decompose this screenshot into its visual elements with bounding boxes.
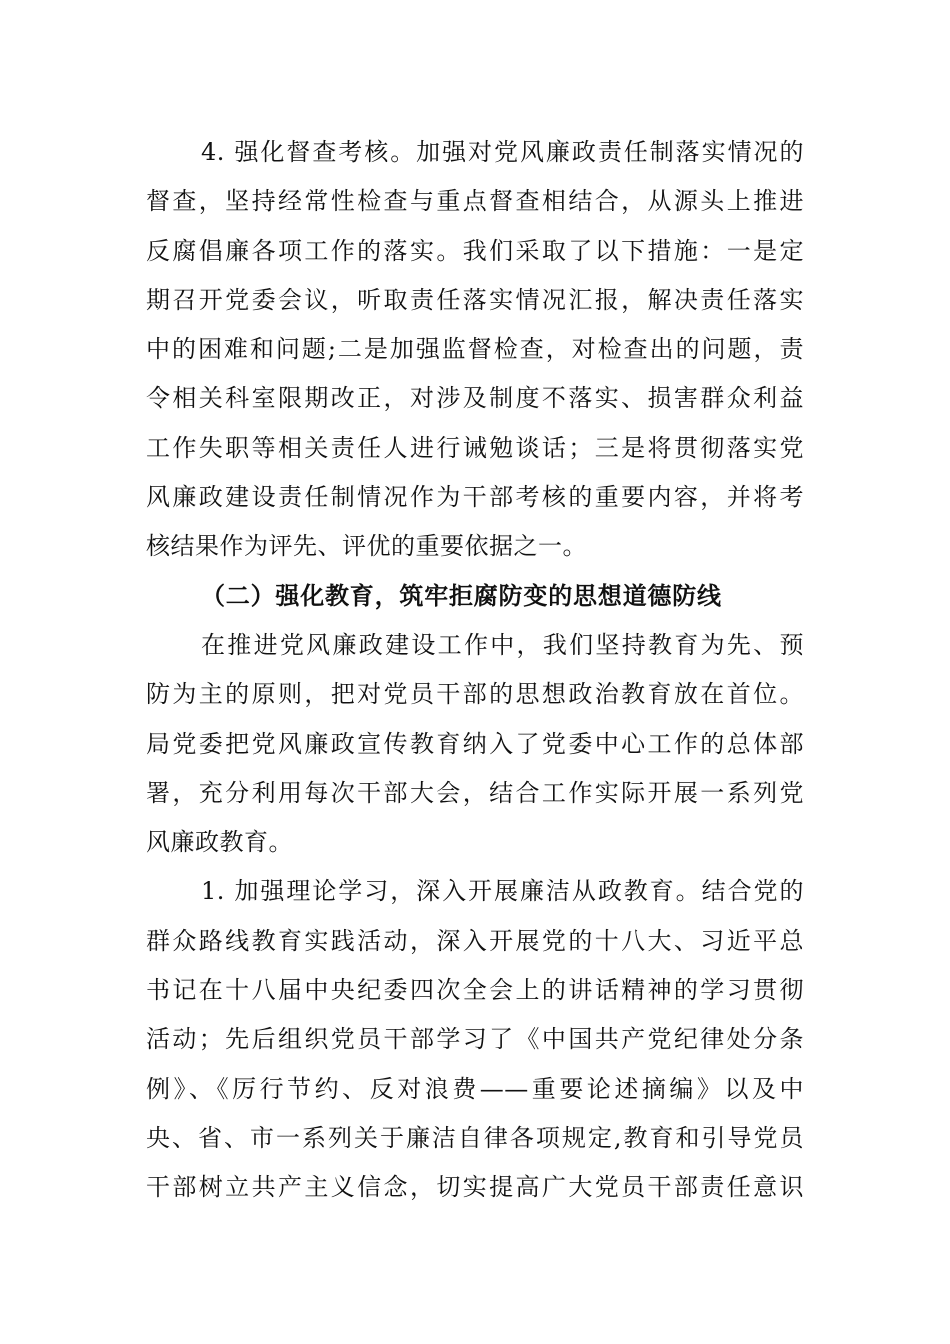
text-line: 央、省、市一系列关于廉洁自律各项规定,教育和引导党员 — [146, 1123, 804, 1152]
document-page — [146, 128, 804, 1213]
text-line: 反腐倡廉各项工作的落实。我们采取了以下措施：一是定 — [146, 236, 804, 265]
text-line: 署，充分利用每次干部大会，结合工作实际开展一系列党 — [146, 778, 804, 807]
text-line: 局党委把党风廉政宣传教育纳入了党委中心工作的总体部 — [146, 729, 804, 758]
text-line: 1. 加强理论学习，深入开展廉洁从政教育。结合党的 — [201, 877, 804, 906]
text-line: 群众路线教育实践活动，深入开展党的十八大、习近平总 — [146, 926, 804, 955]
text-line: 督查，坚持经常性检查与重点督查相结合，从源头上推进 — [146, 187, 804, 216]
text-line: 风廉政建设责任制情况作为干部考核的重要内容，并将考 — [146, 483, 804, 512]
text-line: 在推进党风廉政建设工作中，我们坚持教育为先、预 — [201, 630, 804, 659]
text-line: 风廉政教育。 — [146, 828, 293, 857]
text-line: 例》、《厉行节约、反对浪费——重要论述摘编》以及中 — [146, 1074, 804, 1103]
text-line: 中的困难和问题;二是加强监督检查，对检查出的问题，责 — [146, 335, 804, 364]
text-line: 4. 强化督查考核。加强对党风廉政责任制落实情况的 — [201, 138, 804, 166]
section-heading: （二）强化教育，筑牢拒腐防变的思想道德防线 — [201, 581, 722, 610]
text-line: 工作失职等相关责任人进行诫勉谈话；三是将贯彻落实党 — [146, 433, 804, 462]
text-line: 书记在十八届中央纪委四次全会上的讲话精神的学习贯彻 — [146, 976, 804, 1005]
text-line: 干部树立共产主义信念，切实提高广大党员干部责任意识 — [146, 1173, 804, 1202]
text-line: 令相关科室限期改正，对涉及制度不落实、损害群众利益 — [146, 384, 804, 413]
text-line: 活动；先后组织党员干部学习了《中国共产党纪律处分条 — [146, 1025, 804, 1054]
text-line: 防为主的原则，把对党员干部的思想政治教育放在首位。 — [146, 680, 804, 709]
text-line: 期召开党委会议，听取责任落实情况汇报，解决责任落实 — [146, 285, 804, 314]
text-line: 核结果作为评先、评优的重要依据之一。 — [146, 532, 587, 561]
